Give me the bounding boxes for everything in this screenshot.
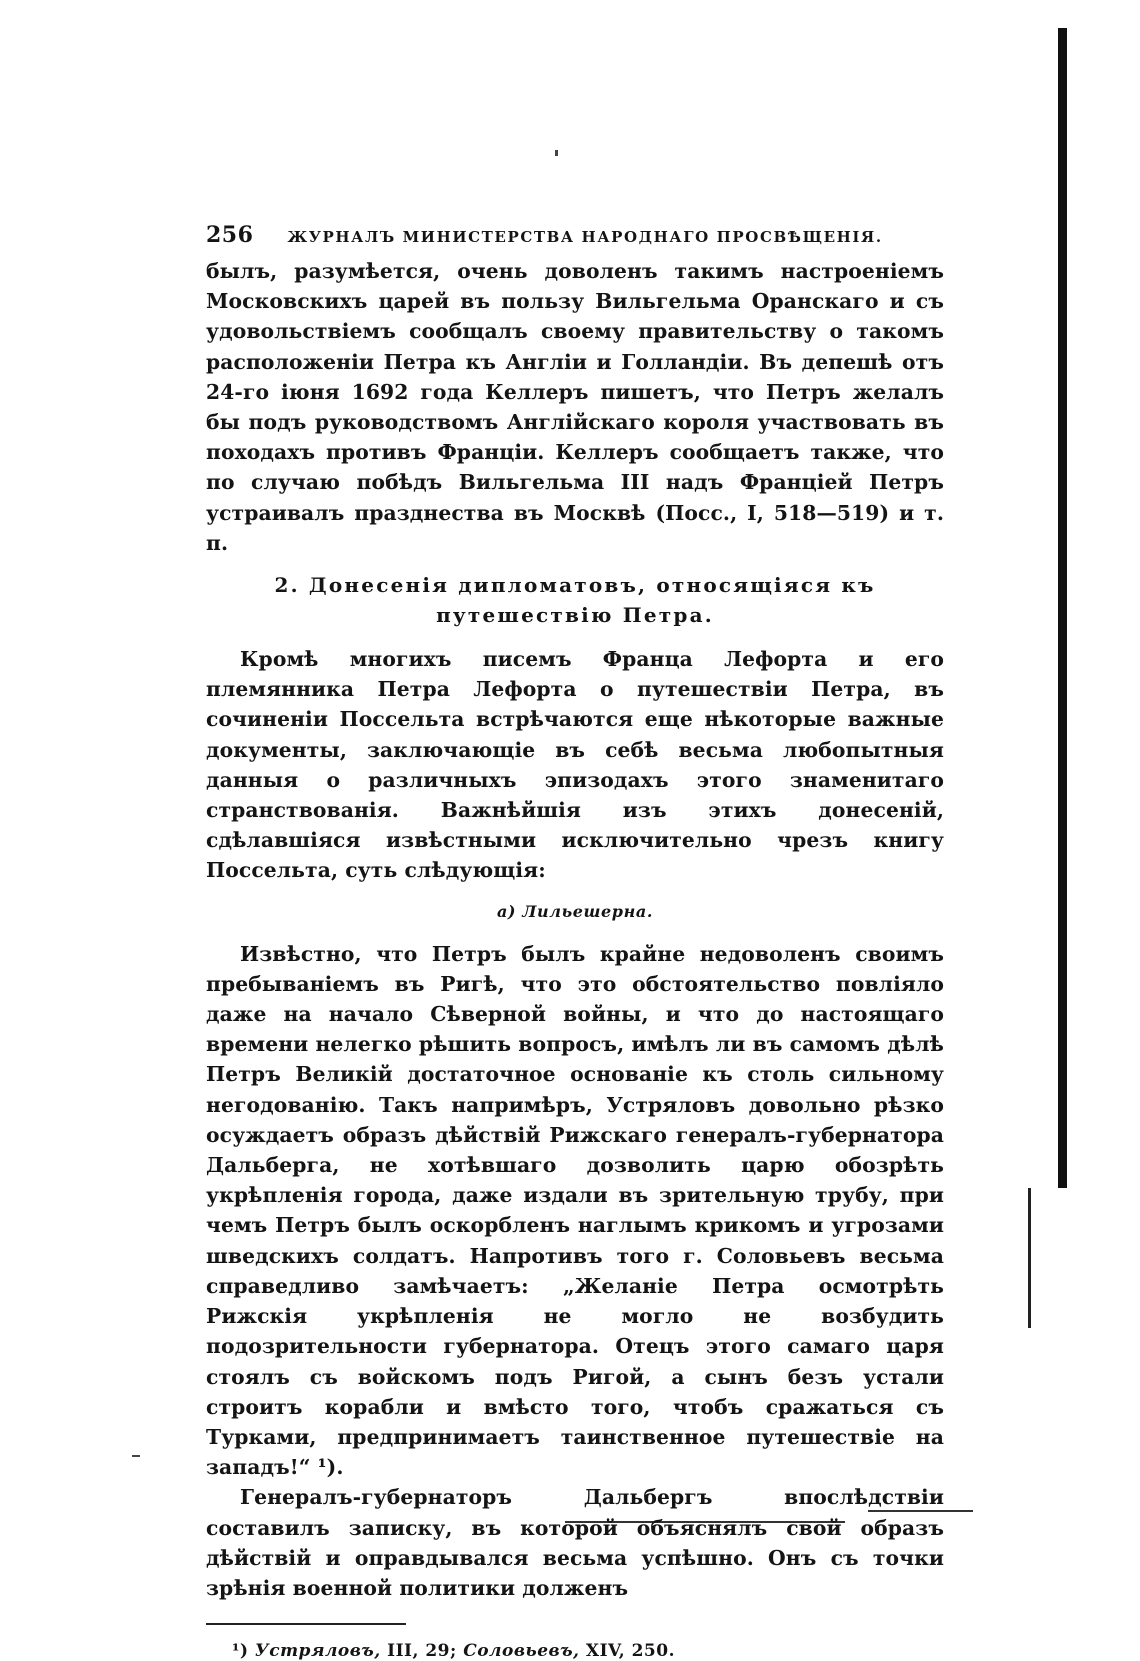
scan-edge-mark bbox=[1028, 1188, 1031, 1328]
footnote-marker: ¹) bbox=[232, 1641, 249, 1661]
scan-speck bbox=[555, 150, 558, 156]
footnote-reference: III, 29; bbox=[387, 1641, 457, 1661]
journal-title: ЖУРНАЛЪ МИНИСТЕРСТВА НАРОДНАГО ПРОСВѢЩЕНІЯ. bbox=[287, 228, 883, 246]
sub-heading: а) Лильешерна. bbox=[496, 901, 654, 921]
footnote-author: Устряловъ, bbox=[254, 1641, 381, 1661]
paragraph: Кромѣ многихъ писемъ Франца Лефорта и его племянника Петра Лефорта о путешествіи Петра, въ сочиненіи Поссельта встрѣчаются еще нѣкоторые важные документы, заключающіе въ себѣ весьма любопытныя данныя о различныхъ эпизодахъ этого знаменитаго странствованія. Важнѣйшія изъ этихъ донесеній, сдѣлавшіяся извѣстными исключительно чрезъ книгу Поссельта, суть слѣдующія: bbox=[206, 647, 944, 883]
scan-speck bbox=[132, 1455, 140, 1457]
scan-edge-mark bbox=[1058, 28, 1067, 1188]
running-head bbox=[206, 222, 944, 256]
footnote bbox=[206, 1641, 944, 1661]
paragraph: Извѣстно, что Петръ былъ крайне недоволенъ своимъ пребываніемъ въ Ригѣ, что это обстоятельство повліяло даже на начало Сѣверной войны, и что до настоящаго времени нелегко рѣшить вопросъ, имѣлъ ли въ самомъ дѣлѣ Петръ Великій достаточное основаніе къ столь сильному негодованію. Такъ напримѣръ, Устряловъ довольно рѣзко осуждаетъ образъ дѣйствій Рижскаго генералъ-губернатора Дальберга, не хотѣвшаго дозволить царю обозрѣть укрѣпленія города, даже издали въ зрительную трубу, при чемъ Петръ былъ оскорбленъ наглымъ крикомъ и угрозами шведскихъ солдатъ. Напротивъ того г. Соловьевъ весьма справедливо замѣчаетъ: „Желаніе Петра осмотрѣть Рижскія укрѣпленія не могло не возбудить подозрительности губернатора. Отецъ этого самаго царя стоялъ съ войскомъ подъ Ригой, а сынъ безъ устали строитъ корабли и вмѣсто того, чтобъ сражаться съ Турками, предпринимаетъ таинственное путешествіе на западъ!“ ¹). bbox=[206, 941, 944, 1480]
page-number: 256 bbox=[206, 222, 254, 248]
footnote-author: Соловьевъ, bbox=[463, 1641, 580, 1661]
paragraph-continuation: былъ, разумѣется, очень доволенъ такимъ настроеніемъ Московскихъ царей въ пользу Вильгельма Оранскаго и съ удовольствіемъ сообщалъ своему правительству о такомъ расположеніи Петра къ Англіи и Голландіи. Въ депешѣ отъ 24-го іюня 1692 года Келлеръ пишетъ, что Петръ желалъ бы подъ руководствомъ Англійскаго короля участвовать въ походахъ противъ Франціи. Келлеръ сообщаетъ также, что по случаю побѣдъ Вильгельма III надъ Франціей Петръ устраивалъ празднества въ Москвѣ (Посс., I, 518—519) и т. п. bbox=[206, 259, 944, 555]
book-page bbox=[206, 222, 944, 1661]
section-heading: 2. Донесенія дипломатовъ, относящіяся къ путешествію Петра. bbox=[274, 573, 876, 628]
footnote-divider bbox=[206, 1623, 406, 1625]
paragraph: Генералъ-губернаторъ Дальбергъ впослѣдствіи составилъ записку, въ которой объяснялъ свой образъ дѣйствій и оправдывался весьма успѣшно. Онъ съ точки зрѣнія военной политики долженъ bbox=[206, 1485, 944, 1600]
footnote-reference: XIV, 250. bbox=[585, 1641, 676, 1661]
